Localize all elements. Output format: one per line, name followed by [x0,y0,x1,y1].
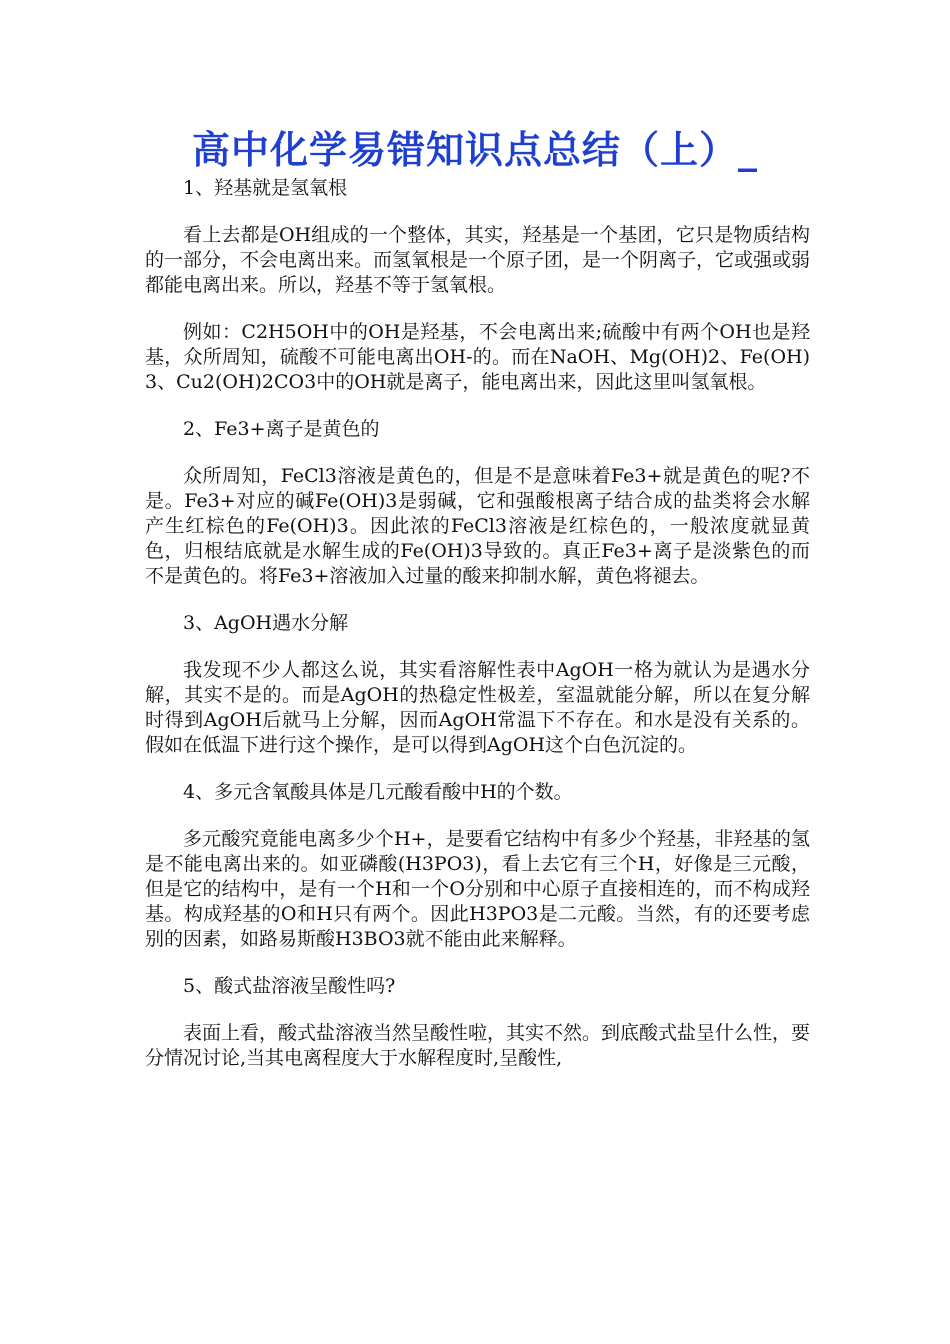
body-paragraph: 众所周知，FeCl3溶液是黄色的，但是不是意味着Fe3+就是黄色的呢?不是。Fe3+对应的碱Fe(OH)3是弱碱，它和强酸根离子结合成的盐类将会水解产生红棕色的Fe(OH)3。因此浓的FeCl3溶液是红棕色的，一般浓度就显黄色，归根结底就是水解生成的Fe(OH)3导致的。真正Fe3+离子是淡紫色的而不是黄色的。将Fe3+溶液加入过量的酸来抑制水解，黄色将褪去。 [145,465,810,587]
document-title: 高中化学易错知识点总结（上）_ [191,128,758,172]
body-paragraph: 多元酸究竟能电离多少个H+，是要看它结构中有多少个羟基，非羟基的氢是不能电离出来的。如亚磷酸(H3PO3)，看上去它有三个H，好像是三元酸，但是它的结构中，是有一个H和一个O分别和中心原子直接相连的，而不构成羟基。构成羟基的O和H只有两个。因此H3PO3是二元酸。当然，有的还要考虑别的因素，如路易斯酸H3BO3就不能由此来解释。 [145,828,810,950]
body-paragraph: 表面上看，酸式盐溶液当然呈酸性啦，其实不然。到底酸式盐呈什么性，要分情况讨论,当其电离程度大于水解程度时,呈酸性, [145,1022,811,1069]
section-heading-5: 5、酸式盐溶液呈酸性吗? [183,975,396,997]
body-paragraph: 我发现不少人都这么说，其实看溶解性表中AgOH一格为就认为是遇水分解，其实不是的。而是AgOH的热稳定性极差，室温就能分解，所以在复分解时得到AgOH后就马上分解，因而AgOH常温下不存在。和水是没有关系的。假如在低温下进行这个操作，是可以得到AgOH这个白色沉淀的。 [145,659,810,756]
body-paragraph: 看上去都是OH组成的一个整体，其实，羟基是一个基团，它只是物质结构的一部分，不会电离出来。而氢氧根是一个原子团，是一个阴离子，它或强或弱都能电离出来。所以，羟基不等于氢氧根。 [145,224,811,296]
document-body [145,176,810,1093]
section-heading-4: 4、多元含氧酸具体是几元酸看酸中H的个数。 [183,781,573,803]
section-heading-1: 1、羟基就是氢氧根 [183,177,348,199]
section-heading-2: 2、Fe3+离子是黄色的 [183,418,380,440]
body-paragraph: 例如：C2H5OH中的OH是羟基，不会电离出来;硫酸中有两个OH也是羟基，众所周知，硫酸不可能电离出OH-的。而在NaOH、Mg(OH)2、Fe(OH)3、Cu2(OH)2CO3中的OH就是离子，能电离出来，因此这里叫氢氧根。 [145,321,810,393]
section-heading-3: 3、AgOH遇水分解 [183,612,349,634]
